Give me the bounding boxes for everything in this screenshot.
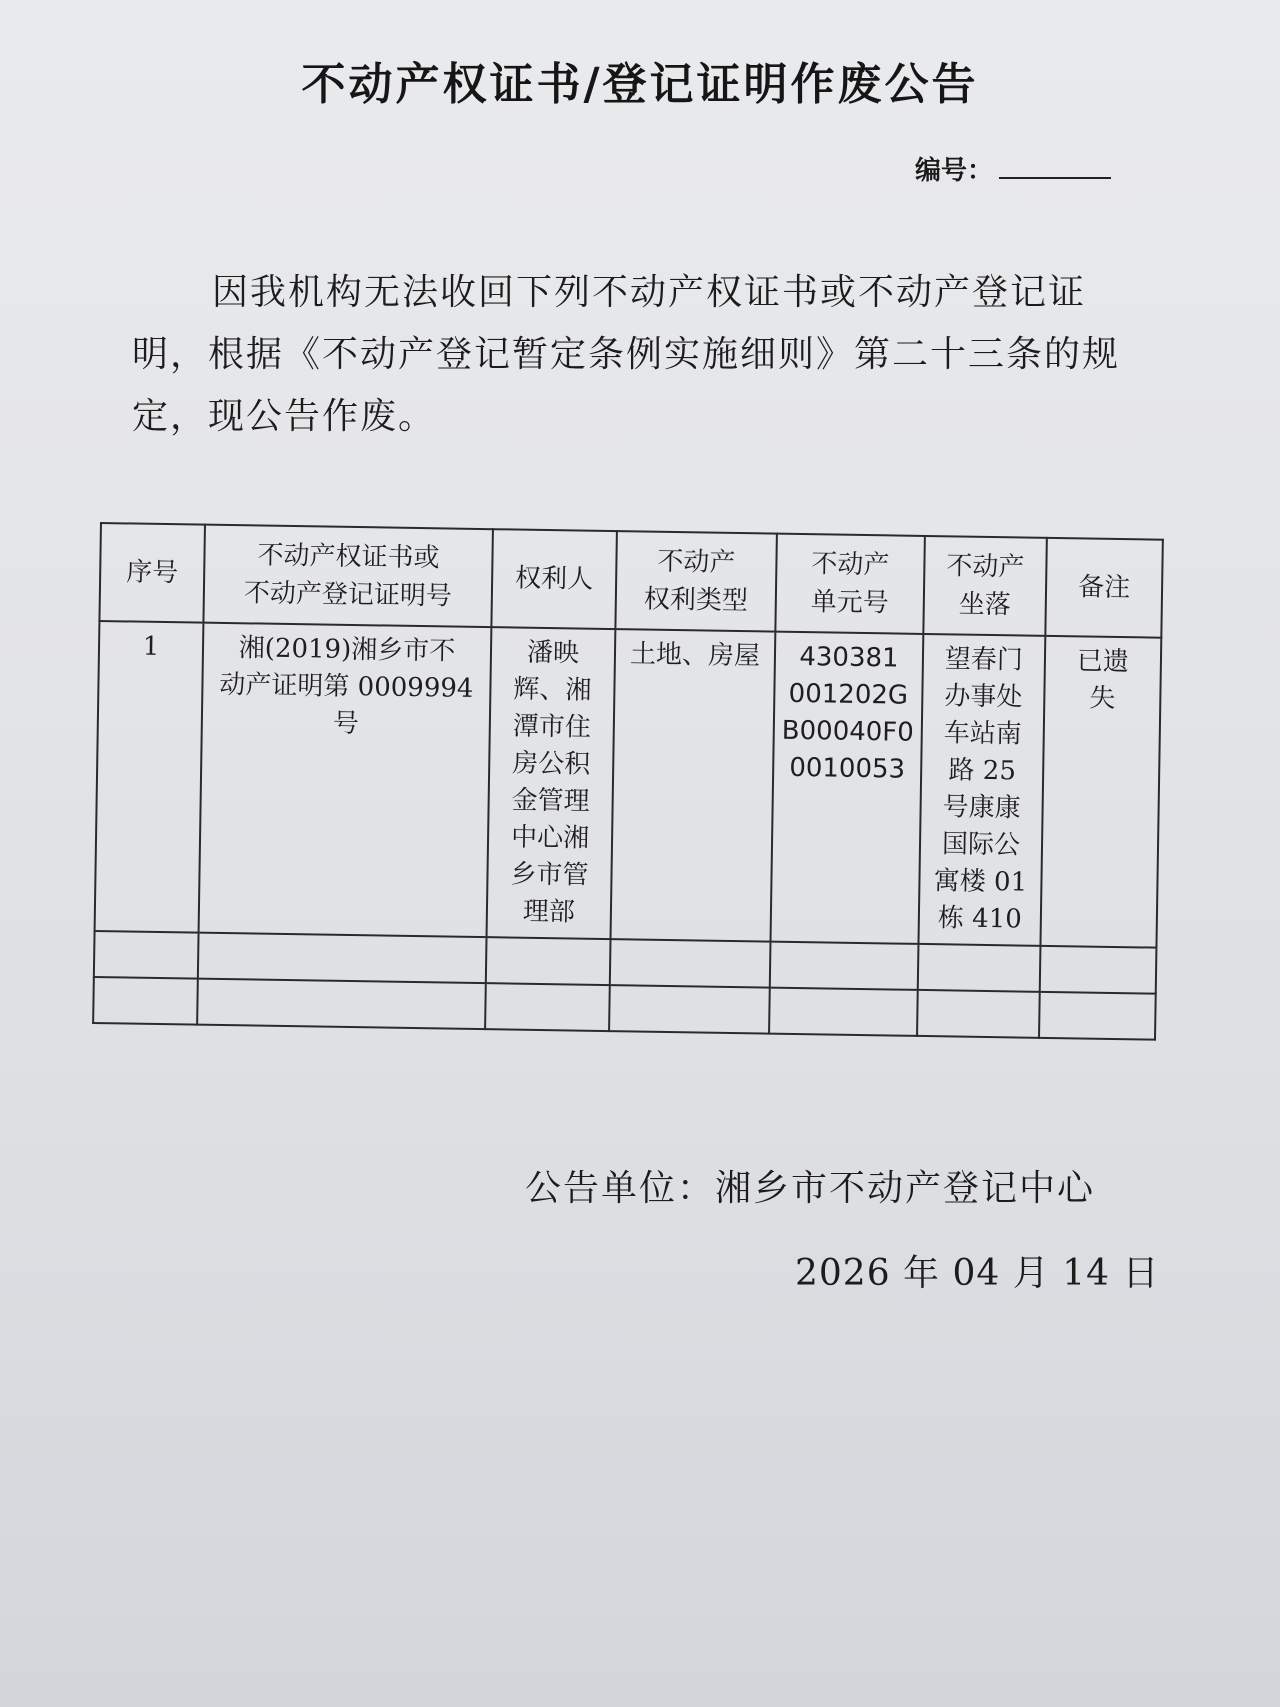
unit-no-line: B00040F0 bbox=[781, 715, 915, 748]
cell-location: 望春门 办事处 车站南 路 25 号康康 国际公 寓楼 01 栋 410 bbox=[918, 634, 1045, 946]
document-number-label: 编号： bbox=[915, 156, 994, 186]
cell-remark: 已遗 失 bbox=[1040, 636, 1161, 948]
header-remark: 备注 bbox=[1045, 538, 1163, 638]
empty-cell bbox=[198, 933, 487, 984]
empty-cell bbox=[485, 983, 610, 1031]
empty-cell bbox=[917, 990, 1040, 1038]
issuing-organization: 公告单位：湘乡市不动产登记中心 bbox=[525, 1168, 1096, 1209]
header-cert-no: 不动产权证书或 不动产登记证明号 bbox=[203, 525, 493, 628]
cell-unit-no bbox=[770, 632, 923, 944]
void-certificate-table bbox=[92, 522, 1164, 1041]
notice-body-text: 因我机构无法收回下列不动产权证书或不动产登记证明，根据《不动产登记暂定条例实施细则》第二十三条的规定，现公告作废。 bbox=[132, 272, 1121, 437]
header-right-holder: 权利人 bbox=[491, 529, 617, 629]
empty-cell bbox=[94, 931, 199, 979]
header-location: 不动产 坐落 bbox=[923, 536, 1047, 636]
empty-cell bbox=[1040, 946, 1157, 994]
empty-cell bbox=[769, 988, 918, 1036]
empty-cell bbox=[486, 937, 611, 985]
empty-cell bbox=[918, 944, 1041, 992]
cell-seq: 1 bbox=[95, 621, 204, 933]
unit-no-line: 0010053 bbox=[789, 752, 906, 785]
document-title: 不动产权证书/登记证明作废公告 bbox=[301, 59, 979, 110]
empty-cell bbox=[1039, 992, 1156, 1040]
empty-cell bbox=[93, 977, 198, 1025]
document-number bbox=[915, 150, 1111, 187]
table-header-row bbox=[99, 523, 1162, 638]
header-right-type: 不动产 权利类型 bbox=[615, 531, 777, 632]
empty-cell bbox=[610, 939, 771, 988]
cell-right-type: 土地、房屋 bbox=[611, 629, 776, 941]
document-number-blank bbox=[999, 159, 1111, 179]
table-row bbox=[95, 621, 1162, 948]
header-unit-no: 不动产 单元号 bbox=[775, 534, 925, 634]
issue-date: 2026 年 04 月 14 日 bbox=[795, 1253, 1160, 1294]
cell-cert-no: 湘(2019)湘乡市不 动产证明第 0009994 号 bbox=[199, 623, 492, 937]
empty-cell bbox=[609, 985, 770, 1034]
empty-cell bbox=[197, 979, 486, 1030]
unit-no-line: 430381 bbox=[799, 642, 899, 674]
unit-no-line: 001202G bbox=[788, 678, 909, 711]
cell-right-holder: 潘映 辉、湘 潭市住 房公积 金管理 中心湘 乡市管 理部 bbox=[487, 627, 616, 939]
header-seq: 序号 bbox=[99, 523, 205, 623]
empty-cell bbox=[770, 942, 919, 990]
